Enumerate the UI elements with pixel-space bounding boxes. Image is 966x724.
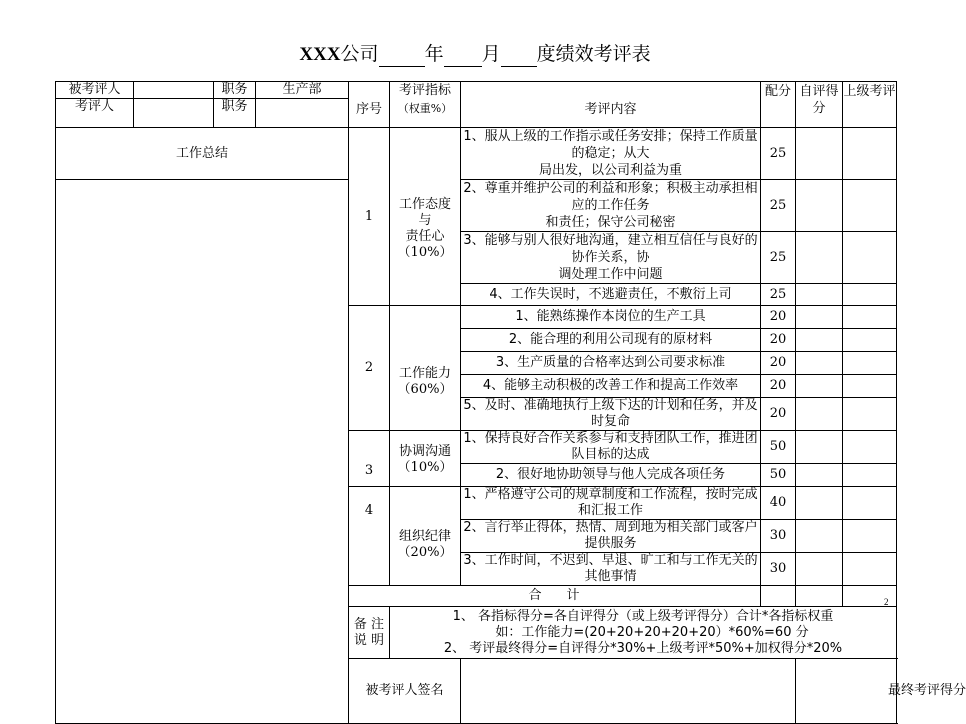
criterion-text: 2、很好地协助领导与他人完成各项任务 <box>461 464 761 487</box>
category-name-line: （10%） <box>397 459 453 475</box>
criterion-score: 20 <box>761 398 796 431</box>
criterion-score: 50 <box>761 431 796 464</box>
superior-score-cell[interactable] <box>843 464 897 487</box>
superior-score-cell[interactable] <box>843 553 897 586</box>
superior-score-cell[interactable] <box>843 128 897 180</box>
notes-line: 1、 各指标得分=各自评得分（或上级考评得分）合计*各指标权重 <box>452 608 834 624</box>
notes-line: 2、 考评最终得分=自评得分*30%+上级考评*50%+加权得分*20% <box>443 640 843 656</box>
category-name <box>390 487 461 586</box>
period-blank <box>501 46 537 67</box>
evaluator-label: 考评人 <box>56 99 134 128</box>
criterion-score: 20 <box>761 375 796 398</box>
score-header: 配分 <box>761 82 796 128</box>
category-index: 3 <box>349 431 390 487</box>
title-company-suffix: 公司 <box>340 43 379 65</box>
self-score-cell[interactable] <box>796 553 843 586</box>
criterion-text: 2、能合理的利用公司现有的原材料 <box>461 329 761 352</box>
indicator-header-label: 考评指标 <box>398 83 451 98</box>
self-score-cell[interactable] <box>796 431 843 464</box>
criterion-text: 3、工作时间，不迟到、早退、旷工和与工作无关的其他事情 <box>461 553 761 586</box>
category-name-line: 工作态度 <box>398 196 451 212</box>
month-blank <box>444 46 482 67</box>
position-label: 职务 <box>214 82 256 99</box>
category-name-line: （20%） <box>397 545 453 560</box>
superior-score-cell[interactable] <box>843 520 897 553</box>
superior-score-cell[interactable] <box>843 431 897 464</box>
superior-score-cell[interactable] <box>843 487 897 520</box>
superior-score-cell[interactable] <box>843 284 897 306</box>
criterion-score: 30 <box>761 553 796 586</box>
category-name-line: （60%） <box>397 382 453 397</box>
content-header: 考评内容 <box>461 82 761 128</box>
criterion-score: 20 <box>761 352 796 375</box>
title-month: 月 <box>481 43 501 65</box>
evaluatee-field[interactable] <box>134 82 214 99</box>
category-name-line: 与 <box>418 212 432 228</box>
evaluator-field[interactable] <box>134 99 214 128</box>
evaluatee-sign-field[interactable] <box>461 659 796 724</box>
criterion-score: 20 <box>761 306 796 329</box>
criterion-text: 1、服从上级的工作指示或任务安排；保持工作质量的稳定；从大 局出发，以公司利益为重 <box>461 128 761 180</box>
criterion-text: 4、工作失误时，不逃避责任，不敷衍上司 <box>461 284 761 306</box>
superior-score-header: 上级考评 <box>843 82 897 128</box>
self-score-cell[interactable] <box>796 284 843 306</box>
self-score-cell[interactable] <box>796 232 843 284</box>
superior-score-cell[interactable] <box>843 329 897 352</box>
criterion-score: 25 <box>761 284 796 306</box>
criterion-text: 5、及时、准确地执行上级下达的计划和任务，并及时复命 <box>461 398 761 431</box>
criterion-score: 25 <box>761 232 796 284</box>
category-name <box>390 306 461 431</box>
superior-score-cell[interactable] <box>843 232 897 284</box>
superior-score-cell[interactable] <box>843 398 897 431</box>
total-label-b: 计 <box>566 588 581 603</box>
work-summary-area[interactable] <box>56 180 349 724</box>
evaluation-table <box>55 81 966 724</box>
category-index: 2 <box>349 306 390 431</box>
indicator-header <box>390 82 461 128</box>
title-suffix: 度绩效考评表 <box>536 43 651 65</box>
criterion-text: 3、能够与别人很好地沟通，建立相互信任与良好的协作关系，协 调处理工作中问题 <box>461 232 761 284</box>
criterion-text: 1、能熟练操作本岗位的生产工具 <box>461 306 761 329</box>
evaluatee-label: 被考评人 <box>56 82 134 99</box>
self-score-cell[interactable] <box>796 464 843 487</box>
self-score-cell[interactable] <box>796 487 843 520</box>
work-summary-title: 工作总结 <box>56 128 349 180</box>
category-name-line: 责任心 <box>405 228 445 244</box>
page-title <box>0 42 950 67</box>
total-label-a: 合 <box>528 588 543 603</box>
notes-label <box>349 607 390 659</box>
title-year: 年 <box>424 43 444 65</box>
self-score-cell[interactable] <box>796 520 843 553</box>
final-score-label: 最终考评得分 <box>796 659 897 724</box>
criterion-score: 40 <box>761 487 796 520</box>
self-score-cell[interactable] <box>796 180 843 232</box>
category-name <box>390 431 461 487</box>
self-score-cell[interactable] <box>796 375 843 398</box>
criterion-score: 20 <box>761 329 796 352</box>
self-score-cell[interactable] <box>796 306 843 329</box>
superior-score-cell[interactable] <box>843 306 897 329</box>
category-name-line: （10%） <box>397 244 453 260</box>
category-index: 4 <box>349 487 390 586</box>
notes-label-line: 说 明 <box>353 632 385 648</box>
superior-score-cell[interactable] <box>843 352 897 375</box>
notes-text <box>390 607 897 659</box>
category-name <box>390 128 461 306</box>
criterion-score: 50 <box>761 464 796 487</box>
self-score-cell[interactable] <box>796 398 843 431</box>
criterion-text: 1、保持良好合作关系参与和支持团队工作，推进团队目标的达成 <box>461 431 761 464</box>
page-number: 2 <box>884 597 889 607</box>
total-label <box>349 586 761 607</box>
superior-score-cell[interactable] <box>843 180 897 232</box>
category-index: 1 <box>349 128 390 306</box>
evaluator-position-field[interactable] <box>256 99 349 128</box>
notes-label-line: 备 注 <box>353 616 385 632</box>
category-name-line: 组织纪律 <box>398 529 451 544</box>
criterion-score: 25 <box>761 128 796 180</box>
department-value[interactable]: 生产部 <box>256 82 349 99</box>
evaluatee-sign-label: 被考评人签名 <box>349 659 461 724</box>
criterion-text: 2、言行举止得体，热情、周到地为相关部门或客户提供服务 <box>461 520 761 553</box>
category-name-line: 工作能力 <box>398 366 451 381</box>
position-label-2: 职务 <box>214 99 256 128</box>
self-score-cell[interactable] <box>796 128 843 180</box>
criterion-score: 25 <box>761 180 796 232</box>
year-blank <box>379 46 425 67</box>
self-score-header: 自评得分 <box>796 82 843 128</box>
title-company: XXX <box>299 44 341 65</box>
criterion-text: 4、能够主动积极的改善工作和提高工作效率 <box>461 375 761 398</box>
criterion-text: 3、生产质量的合格率达到公司要求标准 <box>461 352 761 375</box>
criterion-score: 30 <box>761 520 796 553</box>
superior-score-cell[interactable] <box>843 375 897 398</box>
criterion-text: 1、严格遵守公司的规章制度和工作流程，按时完成和汇报工作 <box>461 487 761 520</box>
total-score-cell[interactable] <box>761 586 796 607</box>
self-score-cell[interactable] <box>796 329 843 352</box>
total-self-score-cell[interactable] <box>796 586 843 607</box>
self-score-cell[interactable] <box>796 352 843 375</box>
seq-header: 序号 <box>349 82 390 128</box>
notes-line: 如：工作能力=(20+20+20+20+20）*60%=60 分 <box>495 624 809 640</box>
indicator-header-weight: （权重%） <box>397 102 453 115</box>
criterion-text: 2、尊重并维护公司的利益和形象；积极主动承担相应的工作任务 和责任；保守公司秘密 <box>461 180 761 232</box>
category-name-line: 协调沟通 <box>398 443 451 459</box>
